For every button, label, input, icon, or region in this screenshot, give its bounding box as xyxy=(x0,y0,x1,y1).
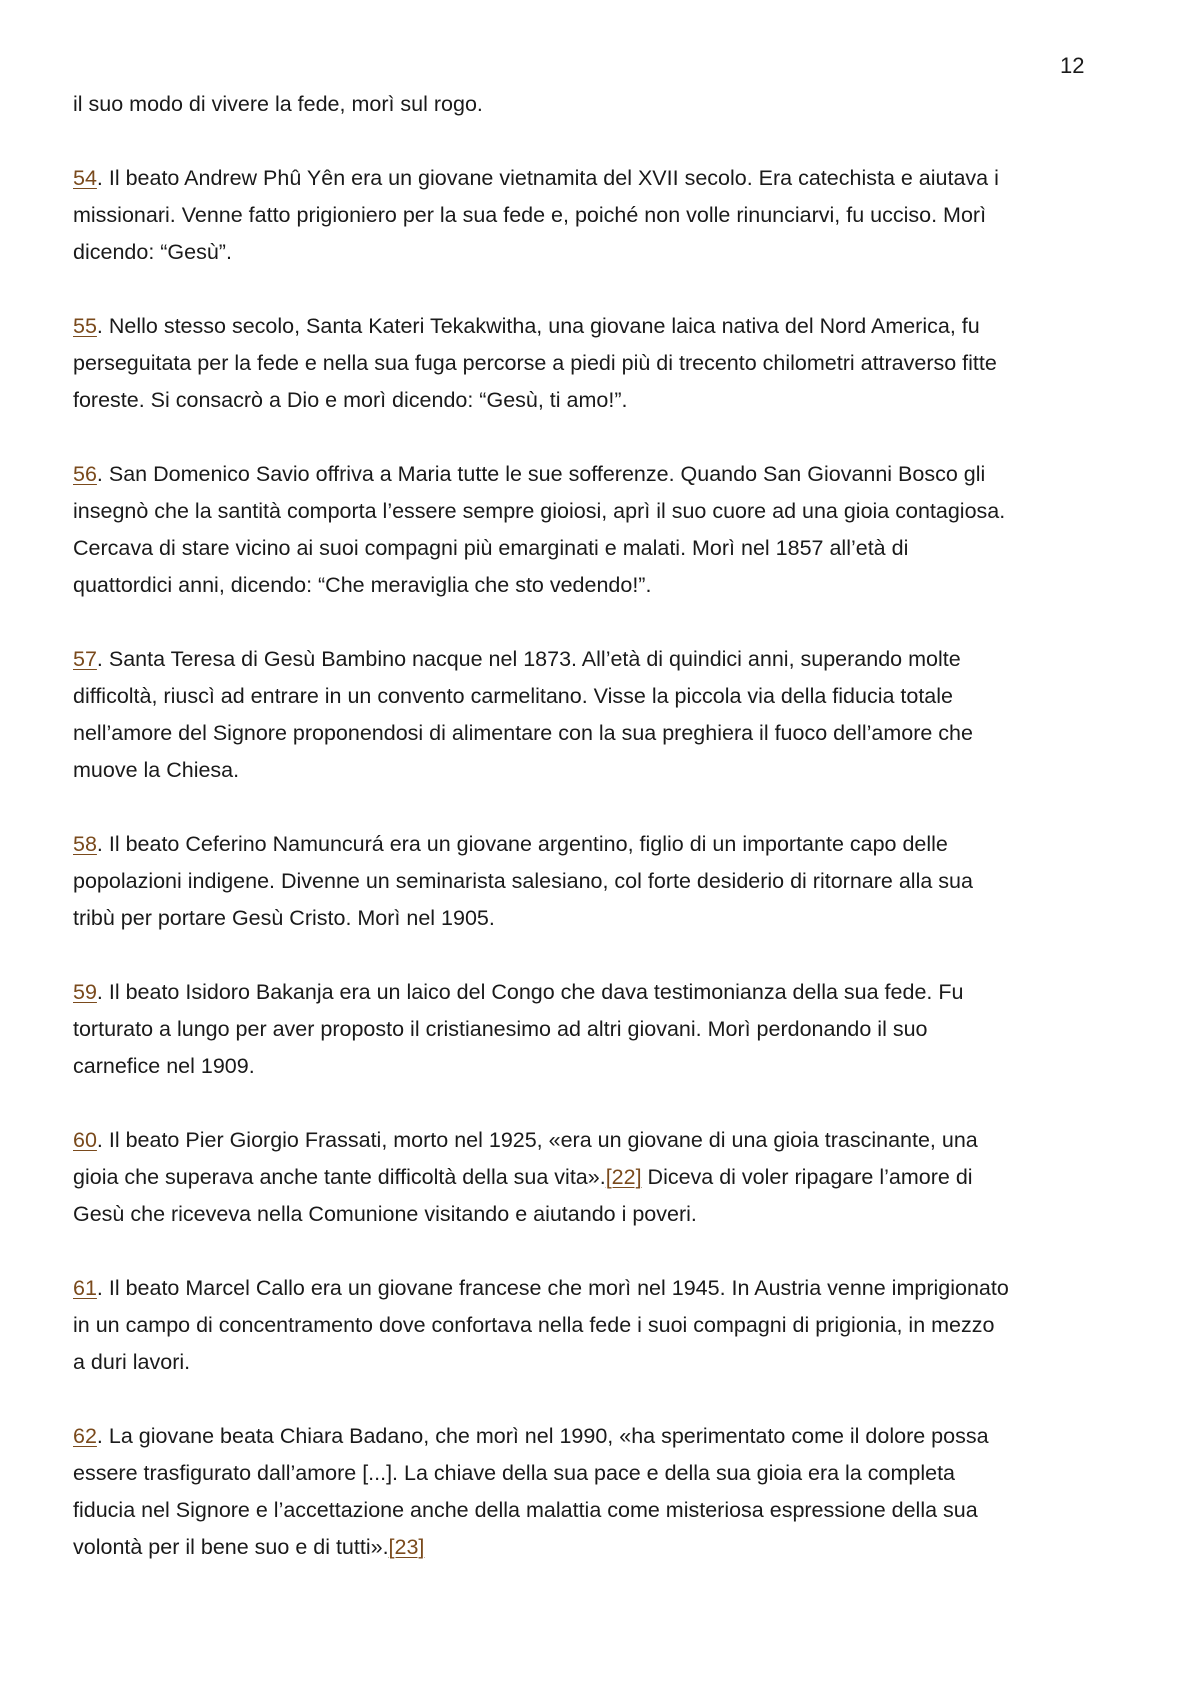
paragraph-57 xyxy=(73,641,1133,789)
paragraph-number-link[interactable]: 57 xyxy=(73,647,97,671)
paragraph-text: . Santa Teresa di Gesù Bambino nacque nel 1873. All’età di quindici anni, superando molte difficoltà, riuscì ad entrare in un convento carmelitano. Visse la piccola via della fiducia totale nell’amore del Signore proponendosi di alimentare con la sua preghiera il fuoco dell’amore che muove la Chiesa. xyxy=(73,647,973,782)
paragraph-58 xyxy=(73,826,1133,937)
paragraph-text: . Il beato Isidoro Bakanja era un laico del Congo che dava testimonianza della sua fede. Fu torturato a lungo per aver proposto il cristianesimo ad altri giovani. Morì perdonando il suo carnefice nel 1909. xyxy=(73,980,964,1078)
continuation-paragraph: il suo modo di vivere la fede, morì sul rogo. xyxy=(73,92,483,116)
paragraph-text: . Il beato Andrew Phû Yên era un giovane vietnamita del XVII secolo. Era catechista e aiutava i missionari. Venne fatto prigioniero per la sua fede e, poiché non volle rinunciarvi, fu ucciso. Morì dicendo: “Gesù”. xyxy=(73,166,999,264)
paragraph-54 xyxy=(73,160,1133,271)
paragraph-62 xyxy=(73,1418,1133,1566)
paragraph-number-link[interactable]: 58 xyxy=(73,832,97,856)
paragraph-text: . Il beato Pier Giorgio Frassati, morto nel 1925, «era un giovane di una gioia trascinante, una gioia che superava anche tante difficoltà della sua vita». xyxy=(73,1128,978,1189)
paragraph-text: . La giovane beata Chiara Badano, che morì nel 1990, «ha sperimentato come il dolore possa essere trasfigurato dall’amore [...]. La chiave della sua pace e della sua gioia era la completa fiducia nel Signore e l’accettazione anche della malattia come misteriosa espressione della sua volontà per il bene suo e di tutti». xyxy=(73,1424,989,1559)
paragraph-text: . Nello stesso secolo, Santa Kateri Tekakwitha, una giovane laica nativa del Nord America, fu perseguitata per la fede e nella sua fuga percorse a piedi più di trecento chilometri attraverso fitte foreste. Si consacrò a Dio e morì dicendo: “Gesù, ti amo!”. xyxy=(73,314,997,412)
paragraph-number-link[interactable]: 56 xyxy=(73,462,97,486)
paragraph-number-link[interactable]: 62 xyxy=(73,1424,97,1448)
paragraph-text-after-footnote: Diceva di voler ripagare l’amore di Gesù che riceveva nella Comunione visitando e aiutando i poveri. xyxy=(73,1165,973,1226)
paragraph-61 xyxy=(73,1270,1133,1381)
footnote-link-23[interactable]: [23] xyxy=(388,1535,425,1559)
paragraph-60 xyxy=(73,1122,1133,1233)
paragraph-number-link[interactable]: 54 xyxy=(73,166,97,190)
page-number: 12 xyxy=(1060,53,1085,78)
paragraph-text: . Il beato Marcel Callo era un giovane francese che morì nel 1945. In Austria venne imprigionato in un campo di concentramento dove confortava nella fede i suoi compagni di prigionia, in mezzo a duri lavori. xyxy=(73,1276,1009,1374)
paragraph-number-link[interactable]: 55 xyxy=(73,314,97,338)
paragraph-text: . Il beato Ceferino Namuncurá era un giovane argentino, figlio di un importante capo delle popolazioni indigene. Divenne un seminarista salesiano, col forte desiderio di ritornare alla sua tribù per portare Gesù Cristo. Morì nel 1905. xyxy=(73,832,973,930)
paragraph-55 xyxy=(73,308,1133,419)
paragraph-number-link[interactable]: 59 xyxy=(73,980,97,1004)
document-body xyxy=(73,86,1133,1566)
paragraph-59 xyxy=(73,974,1133,1085)
paragraph-number-link[interactable]: 60 xyxy=(73,1128,97,1152)
footnote-link-22[interactable]: [22] xyxy=(605,1165,642,1189)
paragraph-56 xyxy=(73,456,1133,604)
paragraph-number-link[interactable]: 61 xyxy=(73,1276,97,1300)
paragraph-text: . San Domenico Savio offriva a Maria tutte le sue sofferenze. Quando San Giovanni Bosco gli insegnò che la santità comporta l’essere sempre gioiosi, aprì il suo cuore ad una gioia contagiosa. Cercava di stare vicino ai suoi compagni più emarginati e malati. Morì nel 1857 all’età di quattordici anni, dicendo: “Che meraviglia che sto vedendo!”. xyxy=(73,462,1006,597)
